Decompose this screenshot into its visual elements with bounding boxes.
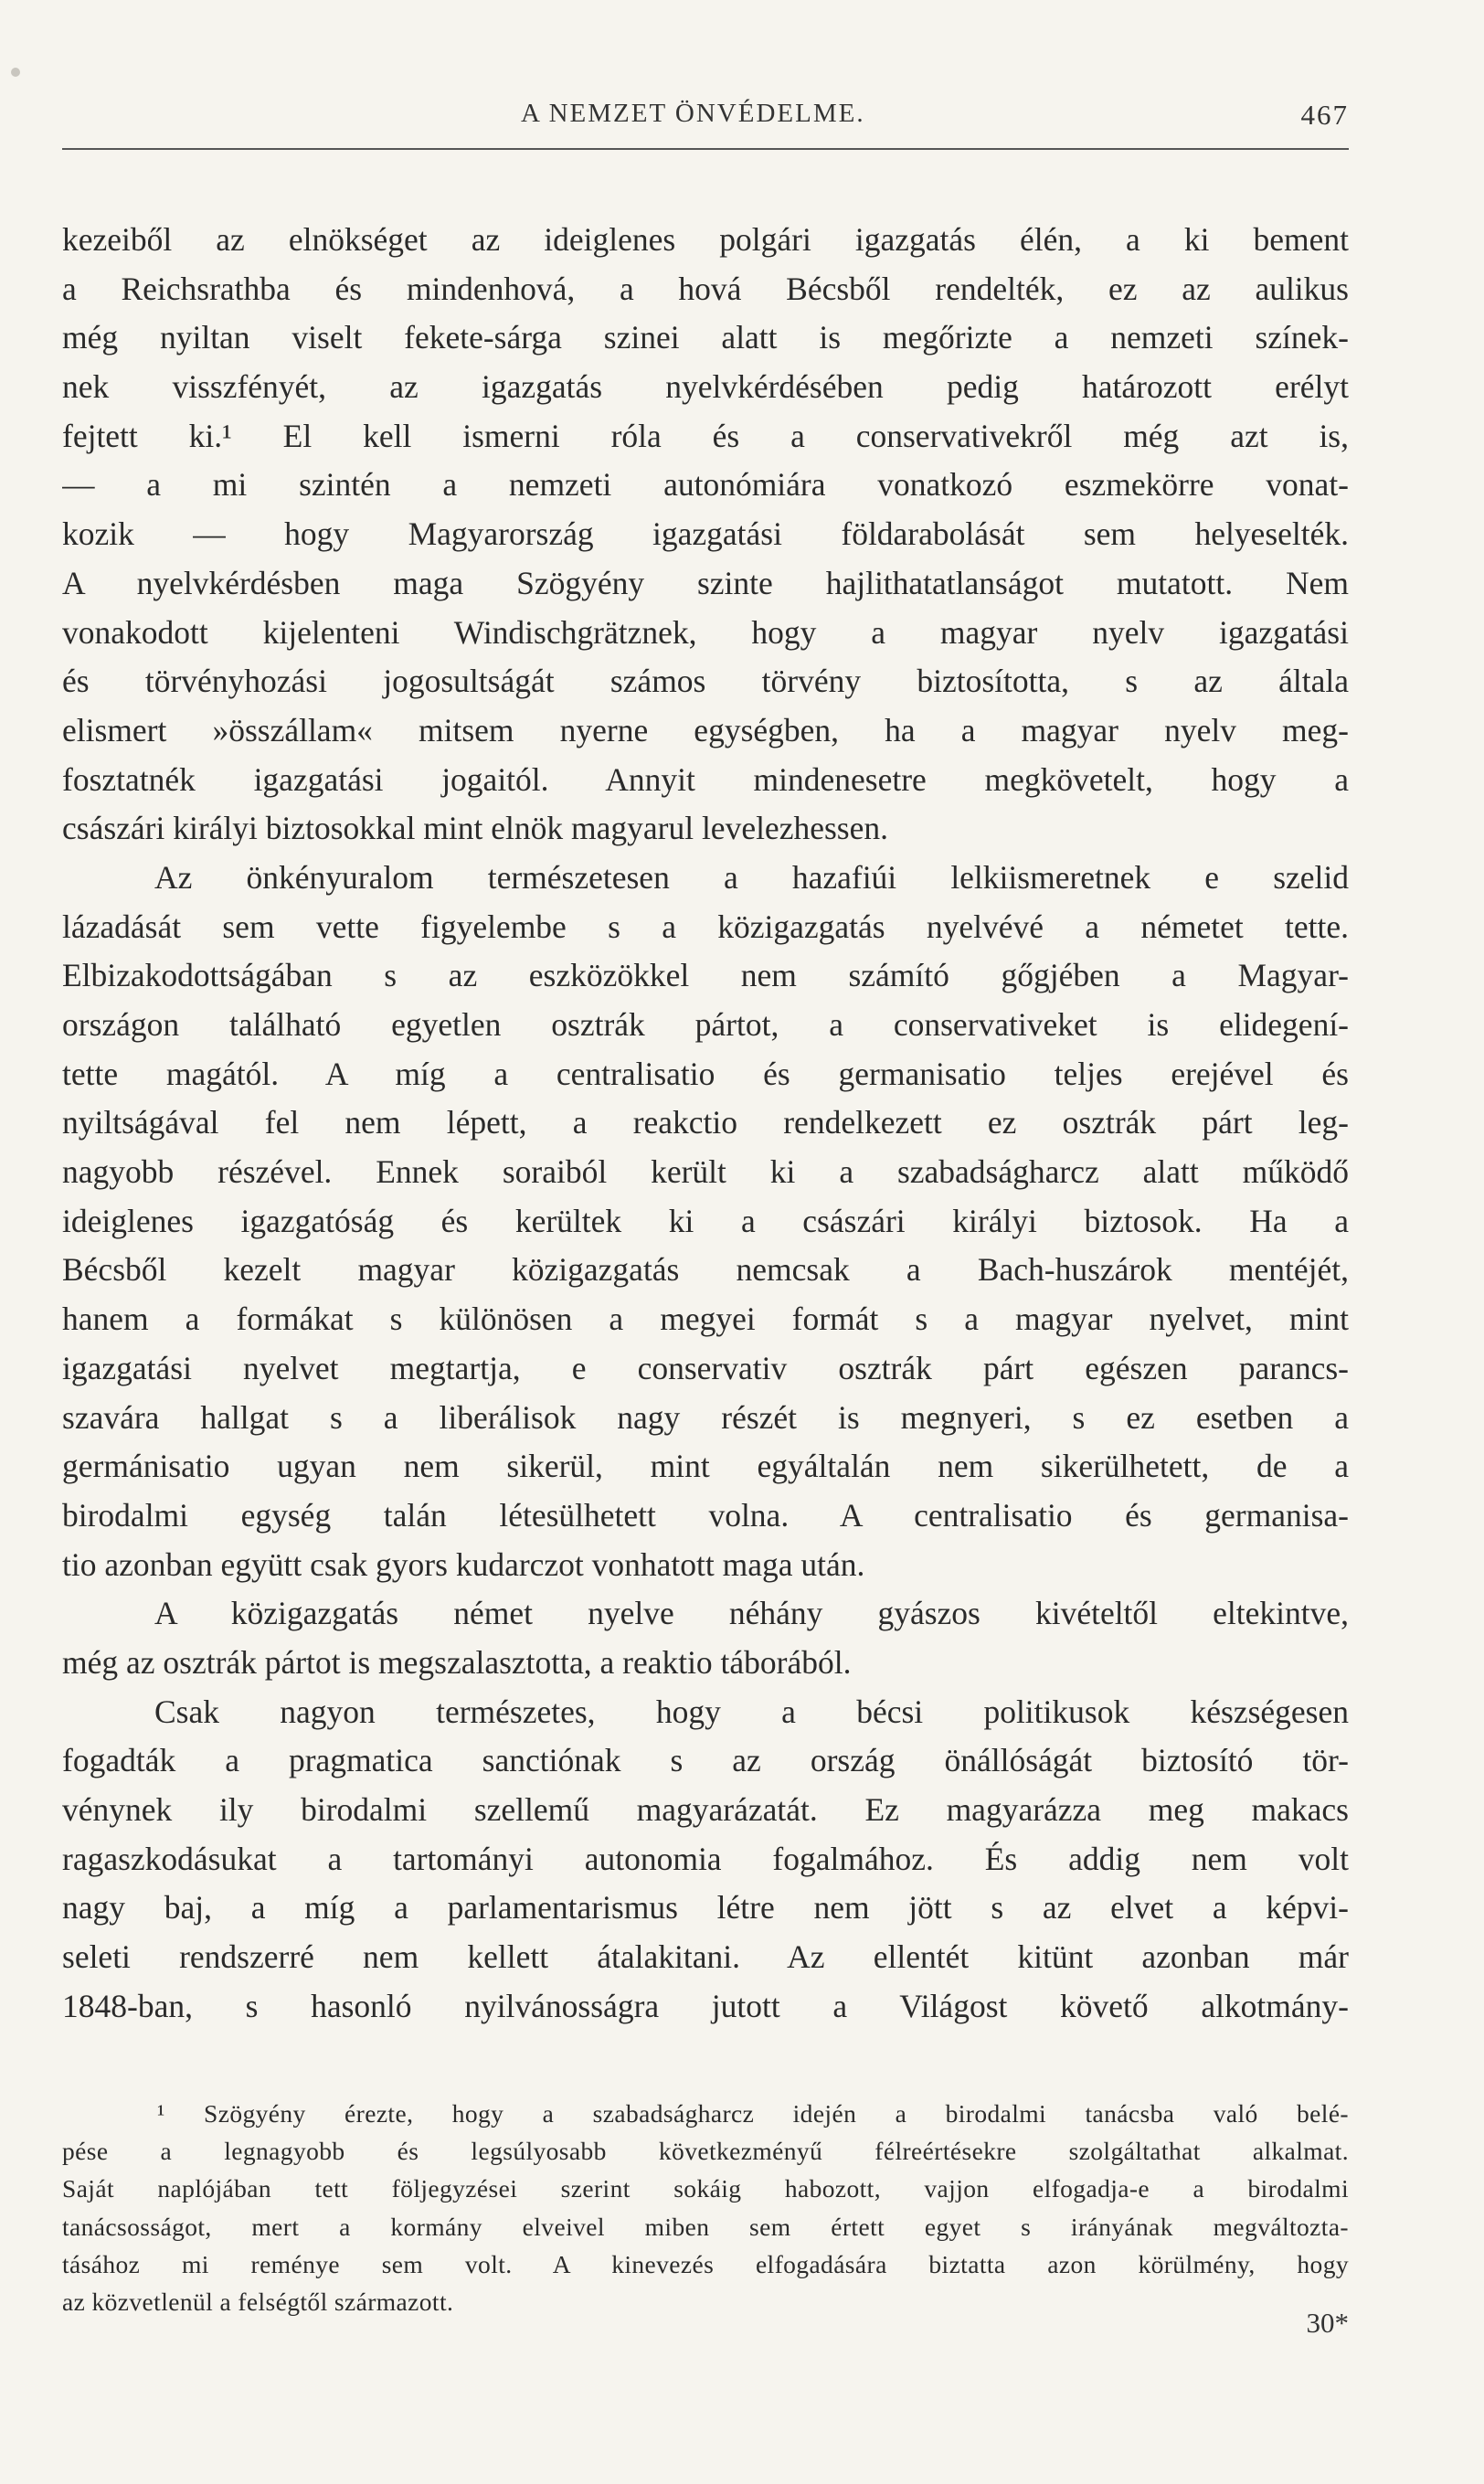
text-line: szavára hallgat s a liberálisok nagy részét is megnyeri, s ez esetben a bbox=[62, 1398, 1349, 1436]
footnote-line: Saját naplójában tett följegyzései szerint sokáig habozott, vajjon elfogadja-e a birodalmi bbox=[62, 2174, 1349, 2203]
text-line: nagyobb részével. Ennek soraiból került ki a szabadságharcz alatt működő bbox=[62, 1153, 1349, 1191]
running-head-title: A NEMZET ÖNVÉDELME. bbox=[521, 99, 865, 128]
text-line: vonakodott kijelenteni Windischgrätznek, hogy a magyar nyelv igazgatási bbox=[62, 613, 1349, 651]
text-line: kezeiből az elnökséget az ideiglenes polgári igazgatás élén, a ki bement bbox=[62, 221, 1349, 258]
text-line: császári királyi biztosokkal mint elnök magyarul levelezhessen. bbox=[62, 810, 888, 847]
running-head bbox=[62, 99, 1349, 135]
text-line: nyiltságával fel nem lépett, a reakctio rendelkezett ez osztrák párt leg- bbox=[62, 1104, 1349, 1141]
footnote-line: tásához mi reménye sem volt. A kinevezés elfogadására biztatta azon körülmény, hogy bbox=[62, 2249, 1349, 2278]
text-line: még nyiltan viselt fekete-sárga szinei alatt is megőrizte a nemzeti színek- bbox=[62, 319, 1349, 356]
footnote-line: az közvetlenül a felségtől származott. bbox=[62, 2287, 454, 2316]
text-line: nek visszfényét, az igazgatás nyelvkérdésében pedig határozott erélyt bbox=[62, 368, 1349, 406]
text-line: 1848-ban, s hasonló nyilvánosságra jutott a Világost követő alkotmány- bbox=[62, 1987, 1349, 2024]
text-line: hanem a formákat s különösen a megyei formát s a magyar nyelvet, mint bbox=[62, 1300, 1349, 1338]
footnote-line: pése a legnagyobb és legsúlyosabb következményű félreértésekre szolgáltathat alkalmat. bbox=[62, 2137, 1349, 2166]
text-line: fosztatnék igazgatási jogaitól. Annyit mindenesetre megkövetelt, hogy a bbox=[62, 760, 1349, 798]
signature-mark: 30* bbox=[1306, 2307, 1349, 2339]
text-line: seleti rendszerré nem kellett átalakitani. Az ellentét kitünt azonban már bbox=[62, 1938, 1349, 1976]
text-line: kozik — hogy Magyarország igazgatási földarabolását sem helyeselték. bbox=[62, 515, 1349, 553]
text-line: birodalmi egység talán létesülhetett volna. A centralisatio és germanisa- bbox=[62, 1496, 1349, 1534]
text-line: ideiglenes igazgatóság és kerültek ki a császári királyi biztosok. Ha a bbox=[62, 1202, 1349, 1239]
text-line: és törvényhozási jogosultságát számos törvény biztosította, s az általa bbox=[62, 663, 1349, 700]
text-line: A közigazgatás német nyelve néhány gyászos kivételtől eltekintve, bbox=[154, 1595, 1349, 1632]
text-line: A nyelvkérdésben maga Szögyény szinte hajlithatatlanságot mutatott. Nem bbox=[62, 564, 1349, 601]
text-line: igazgatási nyelvet megtartja, e conservativ osztrák párt egészen parancs- bbox=[62, 1349, 1349, 1386]
text-line: elismert »összállam« mitsem nyerne egységben, ha a magyar nyelv meg- bbox=[62, 711, 1349, 748]
text-line: tio azonban együtt csak gyors kudarczot vonhatott maga után. bbox=[62, 1545, 865, 1583]
text-line: Az önkényuralom természetesen a hazafiúi lelkiismeretnek e szelid bbox=[154, 858, 1349, 896]
text-line: lázadását sem vette figyelembe s a közigazgatás nyelvévé a németet tette. bbox=[62, 908, 1349, 945]
text-line: nagy baj, a míg a parlamentarismus létre nem jött s az elvet a képvi- bbox=[62, 1889, 1349, 1927]
text-line: germánisatio ugyan nem sikerül, mint egyáltalán nem sikerülhetett, de a bbox=[62, 1448, 1349, 1485]
text-line: a Reichsrathba és mindenhová, a hová Bécsből rendelték, ez az aulikus bbox=[62, 270, 1349, 307]
text-line: tette magától. A míg a centralisatio és germanisatio teljes erejével és bbox=[62, 1055, 1349, 1092]
header-rule bbox=[62, 148, 1349, 150]
text-line: Bécsből kezelt magyar közigazgatás nemcsak a Bach-huszárok mentéjét, bbox=[62, 1251, 1349, 1289]
page-number: 467 bbox=[1300, 99, 1349, 131]
text-line: — a mi szintén a nemzeti autonómiára vonatkozó eszmekörre vonat- bbox=[62, 466, 1349, 504]
text-line: fogadták a pragmatica sanctiónak s az ország önállóságát biztosító tör- bbox=[62, 1742, 1349, 1779]
text-line: vénynek ily birodalmi szellemű magyarázatát. Ez magyarázza meg makacs bbox=[62, 1791, 1349, 1828]
text-line: Csak nagyon természetes, hogy a bécsi politikusok készségesen bbox=[154, 1693, 1349, 1730]
text-line: ragaszkodásukat a tartományi autonomia fogalmához. És addig nem volt bbox=[62, 1840, 1349, 1877]
text-line: Elbizakodottságában s az eszközökkel nem számító gőgjében a Magyar- bbox=[62, 957, 1349, 994]
text-line: országon található egyetlen osztrák pártot, a conservativeket is elidegení- bbox=[62, 1006, 1349, 1043]
footnote-line: ¹ Szögyény érezte, hogy a szabadságharcz idején a birodalmi tanácsba való belé- bbox=[157, 2099, 1349, 2128]
text-line: még az osztrák pártot is megszalasztotta, a reaktio táborából. bbox=[62, 1643, 852, 1681]
footnote-line: tanácsosságot, mert a kormány elveivel miben sem értett egyet s irányának megváltozta- bbox=[62, 2212, 1349, 2241]
text-line: fejtett ki.¹ El kell ismerni róla és a conservativekről még azt is, bbox=[62, 417, 1349, 454]
body-text bbox=[62, 216, 1349, 2031]
footnotes bbox=[62, 2095, 1349, 2320]
paper-speck bbox=[11, 68, 20, 77]
